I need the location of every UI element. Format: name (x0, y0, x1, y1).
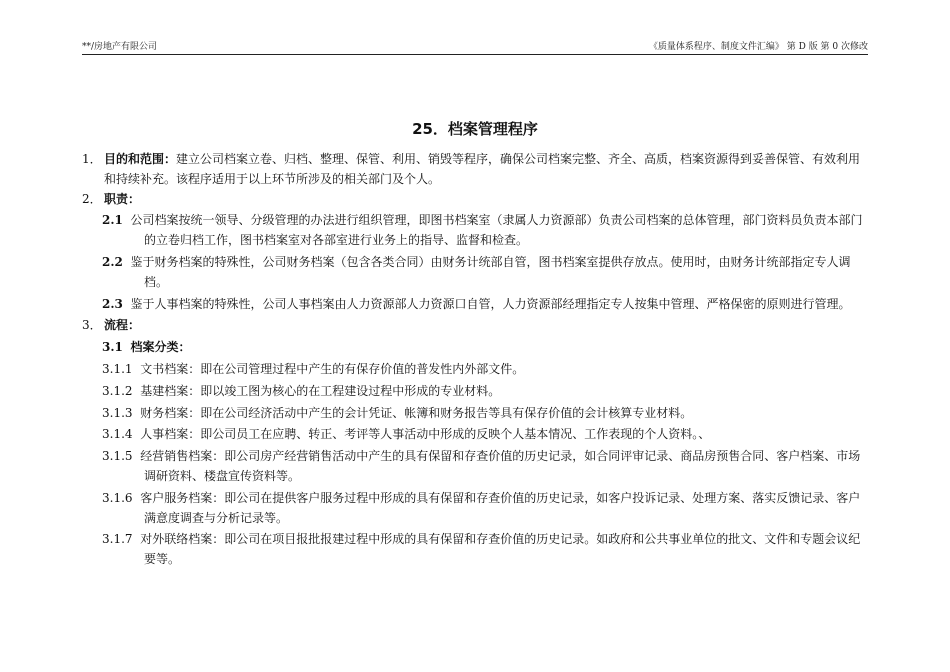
section-label: 流程： (104, 318, 141, 333)
clause-text: 公司档案按统一领导、分级管理的办法进行组织管理，即图书档案室（隶属人力资源部）负责公司档案的总体管理，部门资料员负责本部门的立卷归档工作，图书档案室对各部室进行业务上的指导、监督和检查。 (130, 213, 863, 248)
subsection-label: 档案分类： (130, 340, 191, 355)
section-process (82, 316, 868, 336)
clause-text: 鉴于人事档案的特殊性，公司人事档案由人力资源部人力资源口自管，人力资源部经理指定专人按集中管理、严格保密的原则进行管理。 (130, 296, 851, 311)
clause-number: 3.1.7 (102, 532, 133, 547)
clause-number: 3.1.5 (102, 449, 133, 464)
clause-number: 3.1.2 (102, 383, 133, 398)
section-number: 1． (82, 152, 102, 166)
section-text: 建立公司档案立卷、归档、整理、保管、利用、销毁等程序，确保公司档案完整、齐全、高质，档案资源得到妥善保管、有效利用和持续补充。该程序适用于以上环节所涉及的相关部门及个人。 (104, 152, 861, 186)
clause-number: 2.3 (102, 296, 123, 311)
subsection-archive-classification (82, 338, 868, 358)
clause-text: 财务档案：即在公司经济活动中产生的会计凭证、帐簿和财务报告等具有保存价值的会计核算专业材料。 (140, 405, 693, 420)
page-title: 25．档案管理程序 (412, 120, 538, 138)
header-rule (82, 54, 868, 55)
section-number: 2． (82, 191, 102, 206)
clause-3-1-6 (82, 489, 868, 529)
clause-text: 文书档案：即在公司管理过程中产生的有保存价值的普发性内外部文件。 (140, 361, 525, 376)
clause-text: 客户服务档案：即公司在提供客户服务过程中形成的具有保留和存查价值的历史记录，如客户投诉记录、处理方案、落实反馈记录、客户满意度调查与分析记录等。 (140, 490, 861, 525)
clause-3-1-3 (82, 404, 868, 424)
clause-2-2 (82, 253, 868, 293)
clause-3-1-2 (82, 382, 868, 402)
clause-number: 3.1.4 (102, 427, 133, 442)
clause-number: 3.1.6 (102, 490, 133, 505)
clause-number: 3.1.3 (102, 405, 133, 420)
clause-number: 2.2 (102, 254, 123, 269)
clause-text: 人事档案：即公司员工在应聘、转正、考评等人事活动中形成的反映个人基本情况、工作表现的个人资料。、 (140, 427, 711, 442)
clause-number: 2.1 (102, 213, 123, 228)
clause-text: 经营销售档案：即公司房产经营销售活动中产生的具有保留和存查价值的历史记录，如合同评审记录、商品房预售合同、客户档案、市场调研资料、楼盘宣传资料等。 (140, 449, 861, 483)
clause-2-3 (82, 295, 868, 315)
section-number: 3． (82, 318, 102, 333)
clause-3-1-1 (82, 360, 868, 380)
clause-text: 对外联络档案：即公司在项目报批报建过程中形成的具有保留和存查价值的历史记录。如政府和公共事业单位的批文、文件和专题会议纪要等。 (140, 532, 861, 567)
clause-3-1-7 (82, 530, 868, 570)
clause-3-1-5 (82, 447, 868, 487)
section-purpose-scope (82, 150, 868, 190)
clause-text: 鉴于财务档案的特殊性，公司财务档案（包含各类合同）由财务计统部自管，图书档案室提供存放点。使用时，由财务计统部指定专人调档。 (130, 254, 851, 289)
subsection-number: 3.1 (102, 340, 123, 355)
clause-3-1-4 (82, 425, 868, 445)
clause-text: 基建档案：即以竣工图为核心的在工程建设过程中形成的专业材料。 (140, 383, 501, 398)
page-header (82, 40, 868, 54)
section-responsibilities (82, 190, 868, 210)
clause-number: 3.1.1 (102, 361, 133, 376)
section-label: 职责： (104, 191, 141, 206)
clause-2-1 (82, 211, 868, 251)
header-company: **/房地产有限公司 (82, 42, 158, 52)
document-body (82, 150, 868, 570)
header-document-info: 《质量体系程序、制度文件汇编》 第 D 版 第 0 次修改 (648, 42, 868, 52)
section-label: 目的和范围： (104, 152, 177, 166)
